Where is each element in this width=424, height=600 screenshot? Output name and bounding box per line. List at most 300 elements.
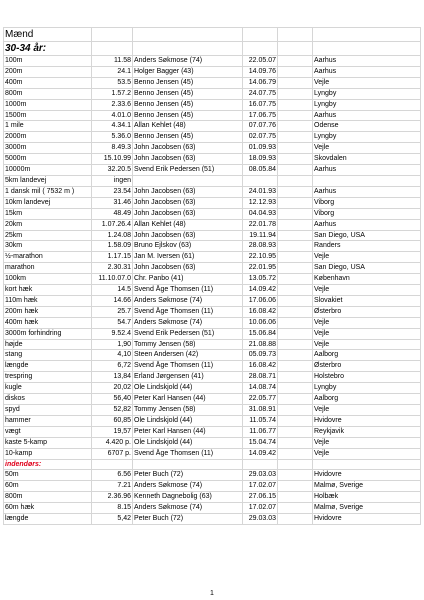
event-cell: 25km (4, 230, 92, 241)
empty-cell (278, 56, 313, 67)
empty-cell (278, 66, 313, 77)
table-row (4, 339, 421, 350)
date-cell: 17.02.07 (243, 503, 278, 514)
place-cell: Vejle (313, 143, 421, 154)
athlete-cell: Svend Erik Pedersen (51) (133, 328, 243, 339)
place-cell: Lyngby (313, 383, 421, 394)
athlete-cell: Svend Åge Thomsen (11) (133, 285, 243, 296)
event-cell: vægt (4, 426, 92, 437)
date-cell: 14.09.42 (243, 448, 278, 459)
empty-cell (278, 208, 313, 219)
table-row (4, 372, 421, 383)
date-cell: 15.04.74 (243, 437, 278, 448)
date-cell: 18.09.93 (243, 154, 278, 165)
result-cell: 53.5 (92, 77, 133, 88)
empty-cell (278, 317, 313, 328)
table-row (4, 143, 421, 154)
place-cell: Malmø, Sverige (313, 481, 421, 492)
event-cell: 60m (4, 481, 92, 492)
page-number: 1 (210, 590, 214, 597)
result-cell: 60,85 (92, 415, 133, 426)
table-row (4, 186, 421, 197)
table-row (4, 492, 421, 503)
result-cell: 14.5 (92, 285, 133, 296)
athlete-cell: Holger Bagger (43) (133, 66, 243, 77)
result-cell: 13,84 (92, 372, 133, 383)
event-cell: ½-marathon (4, 252, 92, 263)
place-cell: Reykjavik (313, 426, 421, 437)
result-cell: 1,90 (92, 339, 133, 350)
event-cell: 20km (4, 219, 92, 230)
athlete-cell: Benno Jensen (45) (133, 88, 243, 99)
place-cell: Vejle (313, 328, 421, 339)
athlete-cell: John Jacobsen (63) (133, 186, 243, 197)
date-cell: 24.01.93 (243, 186, 278, 197)
table-row (4, 514, 421, 525)
result-cell: 54.7 (92, 317, 133, 328)
result-cell: 52,82 (92, 405, 133, 416)
athlete-cell: Svend Åge Thomsen (11) (133, 448, 243, 459)
event-cell: højde (4, 339, 92, 350)
date-cell: 29.03.03 (243, 514, 278, 525)
result-cell: 19,57 (92, 426, 133, 437)
date-cell: 01.09.93 (243, 143, 278, 154)
athlete-cell: Peter Buch (72) (133, 470, 243, 481)
empty-cell (278, 514, 313, 525)
athlete-cell: Peter Karl Hansen (44) (133, 394, 243, 405)
athlete-cell: Svend Åge Thomsen (11) (133, 306, 243, 317)
place-cell: Lyngby (313, 132, 421, 143)
table-row (4, 437, 421, 448)
result-cell: 5.36.0 (92, 132, 133, 143)
event-cell: 800m (4, 492, 92, 503)
athlete-cell: Ole Lindskjold (44) (133, 437, 243, 448)
result-cell: 14.66 (92, 295, 133, 306)
result-cell: 32.20.5 (92, 165, 133, 176)
empty-cell (278, 295, 313, 306)
date-cell: 22.05.07 (243, 56, 278, 67)
result-cell: 2.36.96 (92, 492, 133, 503)
date-cell: 13.05.72 (243, 274, 278, 285)
subtitle-row (4, 42, 421, 56)
result-cell: 1.57.2 (92, 88, 133, 99)
table-row (4, 274, 421, 285)
athlete-cell: Ole Lindskjold (44) (133, 383, 243, 394)
date-cell: 15.06.84 (243, 328, 278, 339)
indoor-section-heading: indendørs: (4, 459, 92, 470)
result-cell: 1.58.09 (92, 241, 133, 252)
empty-cell (278, 285, 313, 296)
indoor-section-row (4, 459, 421, 470)
event-cell: 1 mile (4, 121, 92, 132)
athlete-cell: John Jacobsen (63) (133, 143, 243, 154)
date-cell: 14.06.79 (243, 77, 278, 88)
table-row (4, 88, 421, 99)
empty-cell (278, 197, 313, 208)
empty-cell (278, 99, 313, 110)
table-row (4, 503, 421, 514)
event-cell: 200m hæk (4, 306, 92, 317)
table-row (4, 208, 421, 219)
empty-cell (278, 503, 313, 514)
table-row (4, 361, 421, 372)
athlete-cell: Anders Søkmose (74) (133, 56, 243, 67)
athlete-cell: Steen Andersen (42) (133, 350, 243, 361)
result-cell: 2.33.6 (92, 99, 133, 110)
place-cell: Vejle (313, 285, 421, 296)
empty-cell (278, 481, 313, 492)
athlete-cell: Jan M. Iversen (61) (133, 252, 243, 263)
table-row (4, 426, 421, 437)
table-row (4, 415, 421, 426)
event-cell: kort hæk (4, 285, 92, 296)
result-cell: 1.17.15 (92, 252, 133, 263)
table-row (4, 165, 421, 176)
empty-cell (278, 88, 313, 99)
athlete-cell (133, 175, 243, 186)
place-cell: Hvidovre (313, 415, 421, 426)
result-cell: 1.07.26.4 (92, 219, 133, 230)
table-row (4, 383, 421, 394)
date-cell: 08.05.84 (243, 165, 278, 176)
place-cell: Skovdalen (313, 154, 421, 165)
place-cell: Aarhus (313, 66, 421, 77)
empty-cell (278, 394, 313, 405)
athlete-cell: Kenneth Dagnebolig (63) (133, 492, 243, 503)
place-cell: Vejle (313, 77, 421, 88)
place-cell (313, 175, 421, 186)
result-cell: 8.49.3 (92, 143, 133, 154)
result-cell: 4,10 (92, 350, 133, 361)
result-cell: 31.46 (92, 197, 133, 208)
event-cell: diskos (4, 394, 92, 405)
event-cell: 400m hæk (4, 317, 92, 328)
table-row (4, 241, 421, 252)
athlete-cell: Benno Jensen (45) (133, 110, 243, 121)
place-cell: Hvidovre (313, 514, 421, 525)
date-cell: 02.07.75 (243, 132, 278, 143)
place-cell: Holstebro (313, 372, 421, 383)
result-cell: ingen (92, 175, 133, 186)
athlete-cell: John Jacobsen (63) (133, 208, 243, 219)
empty-cell (278, 77, 313, 88)
table-row (4, 317, 421, 328)
empty-cell (278, 186, 313, 197)
result-cell: 25.7 (92, 306, 133, 317)
empty-cell (278, 437, 313, 448)
date-cell: 22.05.77 (243, 394, 278, 405)
empty-cell (278, 328, 313, 339)
place-cell: Østerbro (313, 306, 421, 317)
date-cell: 12.12.93 (243, 197, 278, 208)
event-cell: stang (4, 350, 92, 361)
athlete-cell: John Jacobsen (63) (133, 197, 243, 208)
date-cell: 14.09.42 (243, 285, 278, 296)
empty-cell (278, 154, 313, 165)
result-cell: 2.30.31 (92, 263, 133, 274)
athlete-cell: Svend Åge Thomsen (11) (133, 361, 243, 372)
result-cell: 9.52.4 (92, 328, 133, 339)
empty-cell (278, 405, 313, 416)
place-cell: Odense (313, 121, 421, 132)
date-cell: 05.09.73 (243, 350, 278, 361)
place-cell: Randers (313, 241, 421, 252)
empty-cell (278, 175, 313, 186)
place-cell: San Diego, USA (313, 263, 421, 274)
table-row (4, 405, 421, 416)
athlete-cell: Benno Jensen (45) (133, 132, 243, 143)
table-row (4, 328, 421, 339)
date-cell: 29.03.03 (243, 470, 278, 481)
athlete-cell: John Jacobsen (63) (133, 230, 243, 241)
place-cell: San Diego, USA (313, 230, 421, 241)
event-cell: trespring (4, 372, 92, 383)
event-cell: 5000m (4, 154, 92, 165)
place-cell: Hvidovre (313, 470, 421, 481)
place-cell: Aarhus (313, 110, 421, 121)
place-cell: Vejle (313, 405, 421, 416)
place-cell: Vejle (313, 437, 421, 448)
table-row (4, 295, 421, 306)
empty-cell (278, 350, 313, 361)
event-cell: 1000m (4, 99, 92, 110)
table-row (4, 77, 421, 88)
empty-cell (278, 383, 313, 394)
table-row (4, 394, 421, 405)
result-cell: 6.56 (92, 470, 133, 481)
table-row (4, 350, 421, 361)
empty-cell (278, 110, 313, 121)
date-cell: 22.01.78 (243, 219, 278, 230)
place-cell: Malmø, Sverige (313, 503, 421, 514)
place-cell: Aarhus (313, 219, 421, 230)
event-cell: 110m hæk (4, 295, 92, 306)
result-cell: 20,02 (92, 383, 133, 394)
empty-cell (278, 339, 313, 350)
place-cell: Viborg (313, 197, 421, 208)
table-row (4, 154, 421, 165)
date-cell: 16.08.42 (243, 306, 278, 317)
date-cell: 11.05.74 (243, 415, 278, 426)
place-cell: Aarhus (313, 186, 421, 197)
date-cell: 10.06.06 (243, 317, 278, 328)
athlete-cell: Bruno Ejlskov (63) (133, 241, 243, 252)
date-cell: 27.06.15 (243, 492, 278, 503)
table-row (4, 99, 421, 110)
records-sheet (3, 27, 420, 525)
result-cell: 23.54 (92, 186, 133, 197)
empty-cell (278, 165, 313, 176)
date-cell: 22.01.95 (243, 263, 278, 274)
athlete-cell: Anders Søkmose (74) (133, 295, 243, 306)
table-row (4, 285, 421, 296)
place-cell: Østerbro (313, 361, 421, 372)
empty-cell (278, 230, 313, 241)
empty-cell (278, 132, 313, 143)
empty-cell (278, 241, 313, 252)
table-row (4, 470, 421, 481)
event-cell: 3000m (4, 143, 92, 154)
place-cell: Vejle (313, 252, 421, 263)
athlete-cell: Anders Søkmose (74) (133, 481, 243, 492)
result-cell: 56,40 (92, 394, 133, 405)
date-cell: 28.08.93 (243, 241, 278, 252)
date-cell: 14.08.74 (243, 383, 278, 394)
age-group-heading: 30-34 år: (4, 42, 92, 56)
result-cell: 11.58 (92, 56, 133, 67)
result-cell: 48.49 (92, 208, 133, 219)
event-cell: længde (4, 514, 92, 525)
empty-cell (278, 426, 313, 437)
table-row (4, 448, 421, 459)
place-cell: Aarhus (313, 56, 421, 67)
table-row (4, 197, 421, 208)
result-cell: 11.10.07.0 (92, 274, 133, 285)
result-cell: 8.15 (92, 503, 133, 514)
table-row (4, 175, 421, 186)
athlete-cell: Allan Kehlet (48) (133, 219, 243, 230)
page-title: Mænd (4, 28, 92, 42)
athlete-cell: Tommy Jensen (58) (133, 339, 243, 350)
table-row (4, 252, 421, 263)
empty-cell (278, 252, 313, 263)
athlete-cell: John Jacobsen (63) (133, 154, 243, 165)
result-cell: 4.34.1 (92, 121, 133, 132)
empty-cell (278, 306, 313, 317)
event-cell: 2000m (4, 132, 92, 143)
event-cell: 200m (4, 66, 92, 77)
event-cell: 100km (4, 274, 92, 285)
athlete-cell: Chr. Panbo (41) (133, 274, 243, 285)
table-row (4, 263, 421, 274)
athlete-cell: Anders Søkmose (74) (133, 503, 243, 514)
date-cell: 17.06.75 (243, 110, 278, 121)
athlete-cell: Peter Buch (72) (133, 514, 243, 525)
date-cell: 28.08.71 (243, 372, 278, 383)
event-cell: 50m (4, 470, 92, 481)
athlete-cell: John Jacobsen (63) (133, 263, 243, 274)
records-table (3, 27, 421, 525)
place-cell: Vejle (313, 317, 421, 328)
result-cell: 7.21 (92, 481, 133, 492)
empty-cell (278, 121, 313, 132)
athlete-cell: Tommy Jensen (58) (133, 405, 243, 416)
athlete-cell: Peter Karl Hansen (44) (133, 426, 243, 437)
place-cell: Viborg (313, 208, 421, 219)
empty-cell (278, 143, 313, 154)
place-cell: Vejle (313, 448, 421, 459)
event-cell: marathon (4, 263, 92, 274)
empty-cell (278, 219, 313, 230)
event-cell: 3000m forhindring (4, 328, 92, 339)
event-cell: 10km landevej (4, 197, 92, 208)
empty-cell (278, 361, 313, 372)
place-cell: Lyngby (313, 88, 421, 99)
table-row (4, 121, 421, 132)
place-cell: København (313, 274, 421, 285)
event-cell: spyd (4, 405, 92, 416)
result-cell: 4.420 p. (92, 437, 133, 448)
event-cell: 1 dansk mil ( 7532 m ) (4, 186, 92, 197)
table-row (4, 110, 421, 121)
date-cell: 11.06.77 (243, 426, 278, 437)
athlete-cell: Anders Søkmose (74) (133, 317, 243, 328)
date-cell: 22.10.95 (243, 252, 278, 263)
result-cell: 6,72 (92, 361, 133, 372)
table-row (4, 306, 421, 317)
place-cell: Aarhus (313, 165, 421, 176)
event-cell: 10000m (4, 165, 92, 176)
empty-cell (278, 274, 313, 285)
empty-cell (278, 470, 313, 481)
event-cell: 400m (4, 77, 92, 88)
event-cell: 60m hæk (4, 503, 92, 514)
event-cell: længde (4, 361, 92, 372)
empty-cell (278, 415, 313, 426)
result-cell: 6707 p. (92, 448, 133, 459)
event-cell: kaste 5-kamp (4, 437, 92, 448)
result-cell: 1.24.08 (92, 230, 133, 241)
place-cell: Aalborg (313, 350, 421, 361)
table-row (4, 230, 421, 241)
result-cell: 15.10.99 (92, 154, 133, 165)
date-cell: 14.09.76 (243, 66, 278, 77)
date-cell (243, 175, 278, 186)
result-cell: 5,42 (92, 514, 133, 525)
event-cell: 100m (4, 56, 92, 67)
athlete-cell: Ole Lindskjold (44) (133, 415, 243, 426)
athlete-cell: Benno Jensen (45) (133, 77, 243, 88)
athlete-cell: Allan Kehlet (48) (133, 121, 243, 132)
empty-cell (278, 448, 313, 459)
table-row (4, 219, 421, 230)
date-cell: 07.07.76 (243, 121, 278, 132)
event-cell: 30km (4, 241, 92, 252)
place-cell: Holbæk (313, 492, 421, 503)
date-cell: 24.07.75 (243, 88, 278, 99)
result-cell: 24.1 (92, 66, 133, 77)
event-cell: hammer (4, 415, 92, 426)
athlete-cell: Benno Jensen (45) (133, 99, 243, 110)
empty-cell (278, 492, 313, 503)
table-row (4, 66, 421, 77)
date-cell: 19.11.94 (243, 230, 278, 241)
empty-cell (278, 263, 313, 274)
event-cell: 10-kamp (4, 448, 92, 459)
place-cell: Lyngby (313, 99, 421, 110)
event-cell: 1500m (4, 110, 92, 121)
place-cell: Aalborg (313, 394, 421, 405)
date-cell: 16.08.42 (243, 361, 278, 372)
title-row (4, 28, 421, 42)
date-cell: 17.06.06 (243, 295, 278, 306)
date-cell: 17.02.07 (243, 481, 278, 492)
empty-cell (278, 372, 313, 383)
event-cell: 15km (4, 208, 92, 219)
place-cell: Slovakiet (313, 295, 421, 306)
table-row (4, 132, 421, 143)
place-cell: Vejle (313, 339, 421, 350)
athlete-cell: Erland Jørgensen (41) (133, 372, 243, 383)
date-cell: 04.04.93 (243, 208, 278, 219)
date-cell: 16.07.75 (243, 99, 278, 110)
date-cell: 31.08.91 (243, 405, 278, 416)
event-cell: kugle (4, 383, 92, 394)
event-cell: 800m (4, 88, 92, 99)
table-row (4, 481, 421, 492)
date-cell: 21.08.88 (243, 339, 278, 350)
athlete-cell: Svend Erik Pedersen (51) (133, 165, 243, 176)
